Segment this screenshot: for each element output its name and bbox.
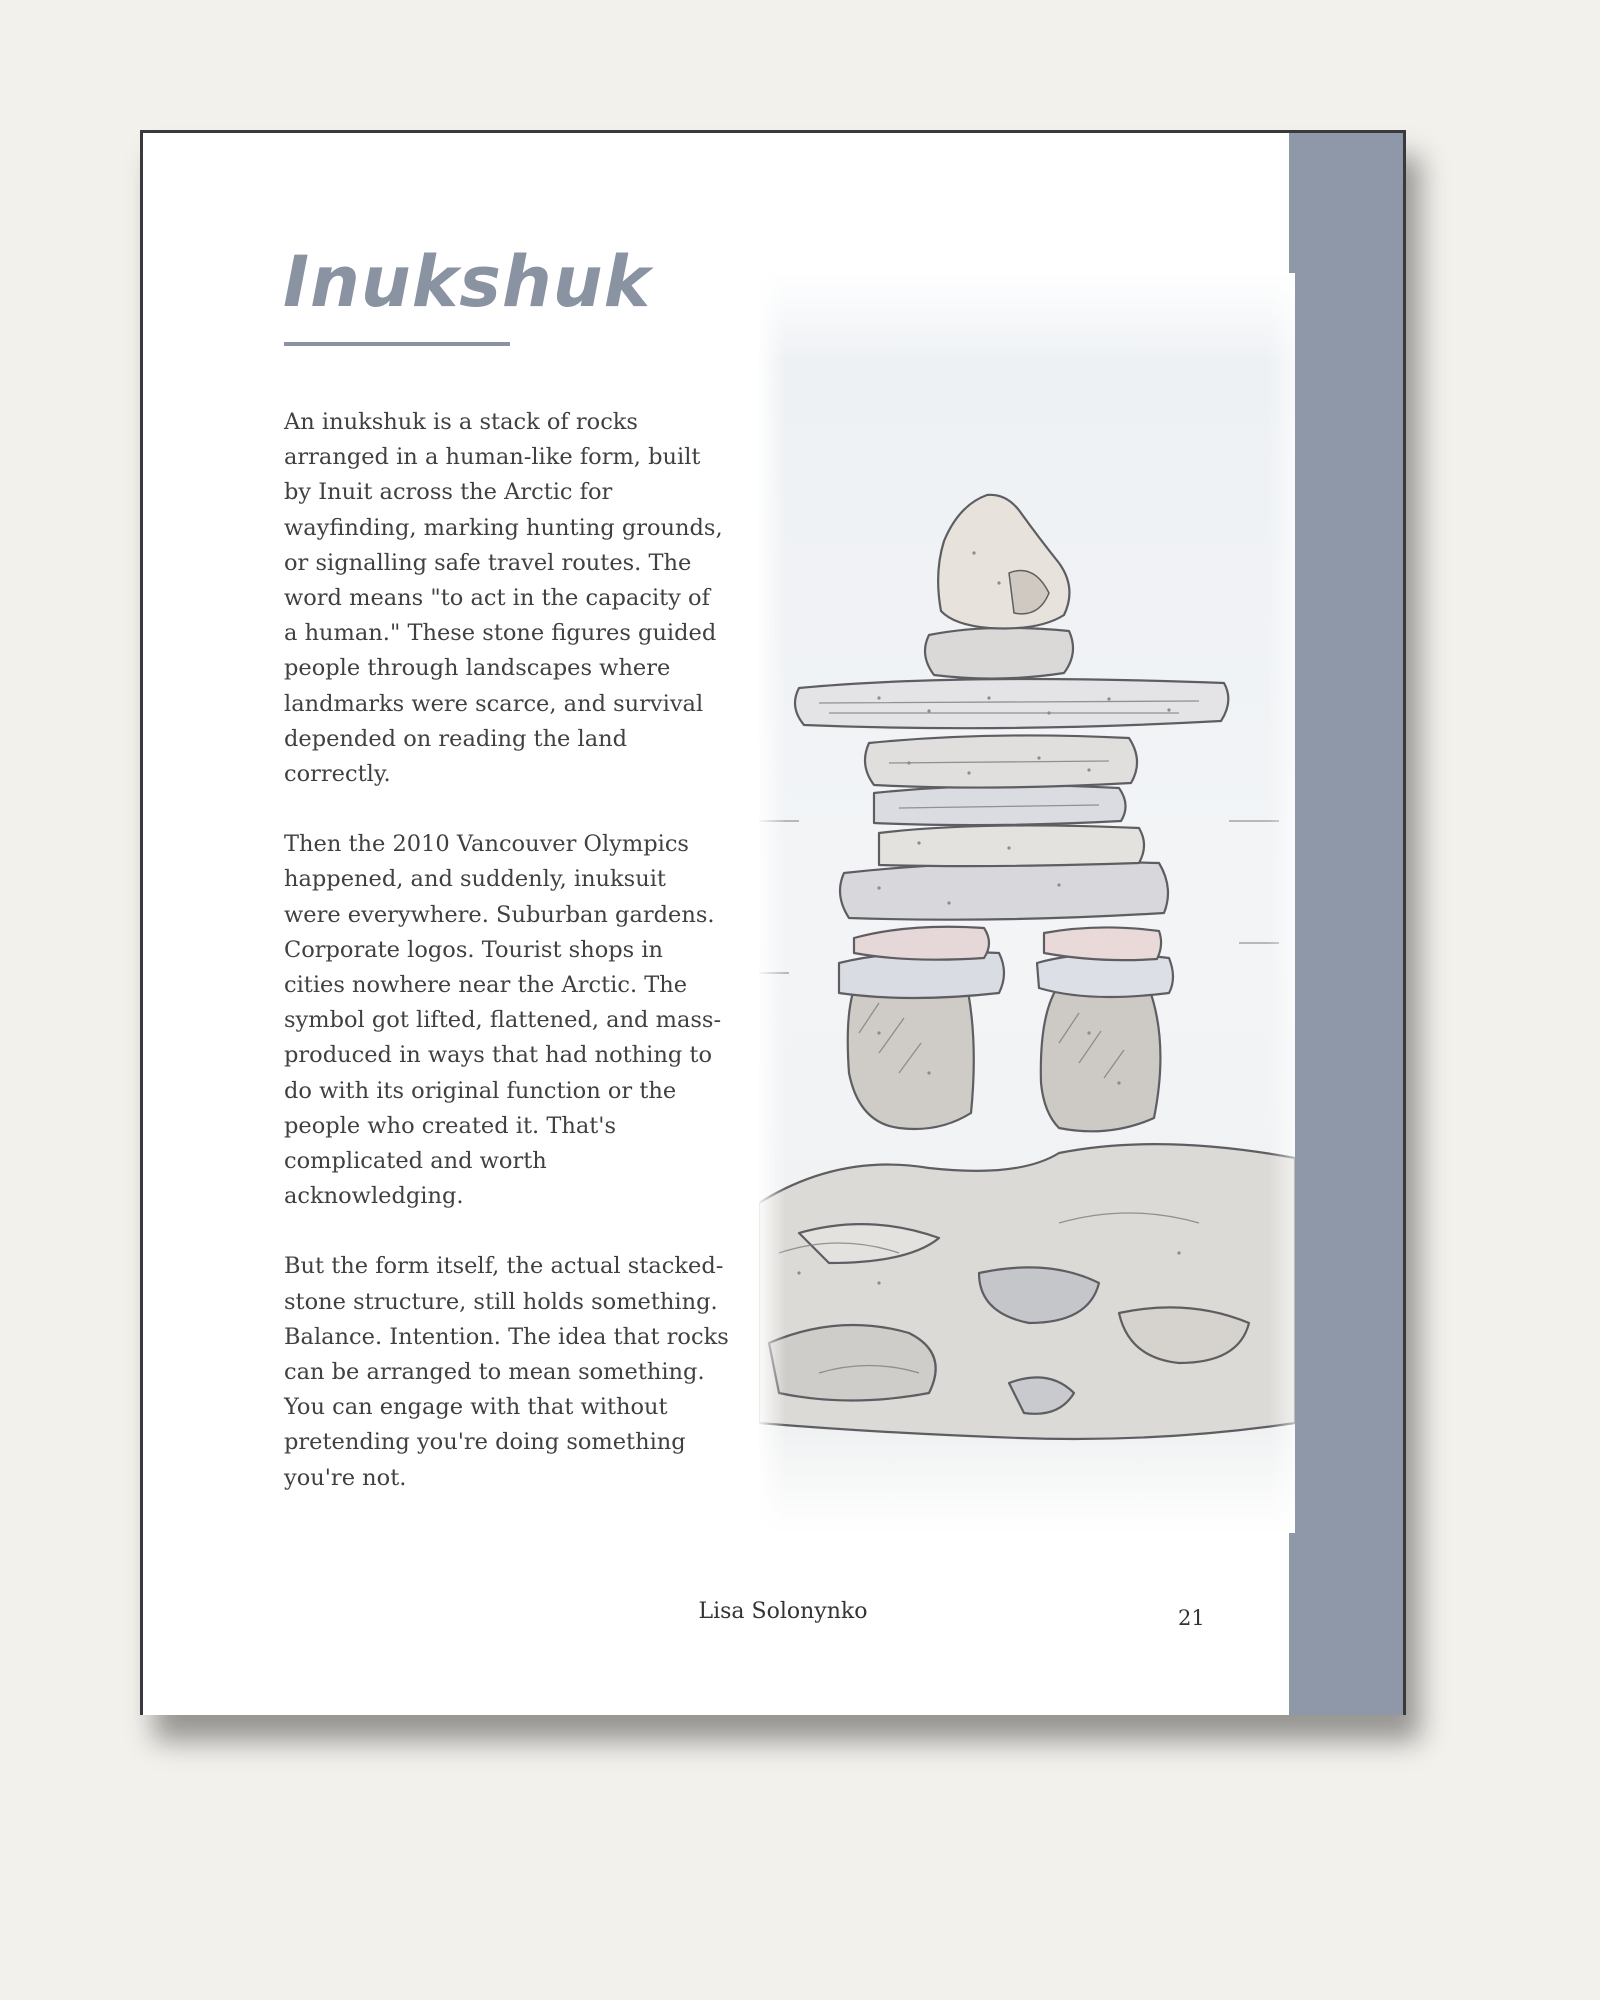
page-title: Inukshuk: [283, 241, 652, 323]
paragraph-1: An inukshuk is a stack of rocks arranged in a human-like form, built by Inuit across the Arctic for wayfinding, marking hunting grounds, or signalling safe travel routes. The word means "to act in the capacity of a human." These stone figures guided people through landscapes where landmarks were scarce, and survival depended on reading the land correctly.: [284, 409, 723, 788]
paragraph-3: But the form itself, the actual stacked-stone structure, still holds something. Balance. Intention. The idea that rocks can be arranged to mean something. You can engage with that without pretending you're doing something you're not.: [284, 1253, 729, 1491]
page-side-band: [1289, 133, 1403, 1715]
book-page: [140, 130, 1406, 1715]
page-number: 21: [1178, 1606, 1205, 1630]
title-underline: [284, 342, 510, 346]
footer-author: Lisa Solonynko: [698, 1599, 868, 1624]
body-text: [284, 405, 729, 1531]
inukshuk-illustration: [759, 273, 1295, 1533]
paragraph-2: Then the 2010 Vancouver Olympics happened, and suddenly, inuksuit were everywhere. Suburban gardens. Corporate logos. Tourist shops in cities nowhere near the Arctic. The symbol got lifted, flattened, and mass-produced in ways that had nothing to do with its original function or the people who created it. That's complicated and worth acknowledging.: [284, 831, 722, 1210]
